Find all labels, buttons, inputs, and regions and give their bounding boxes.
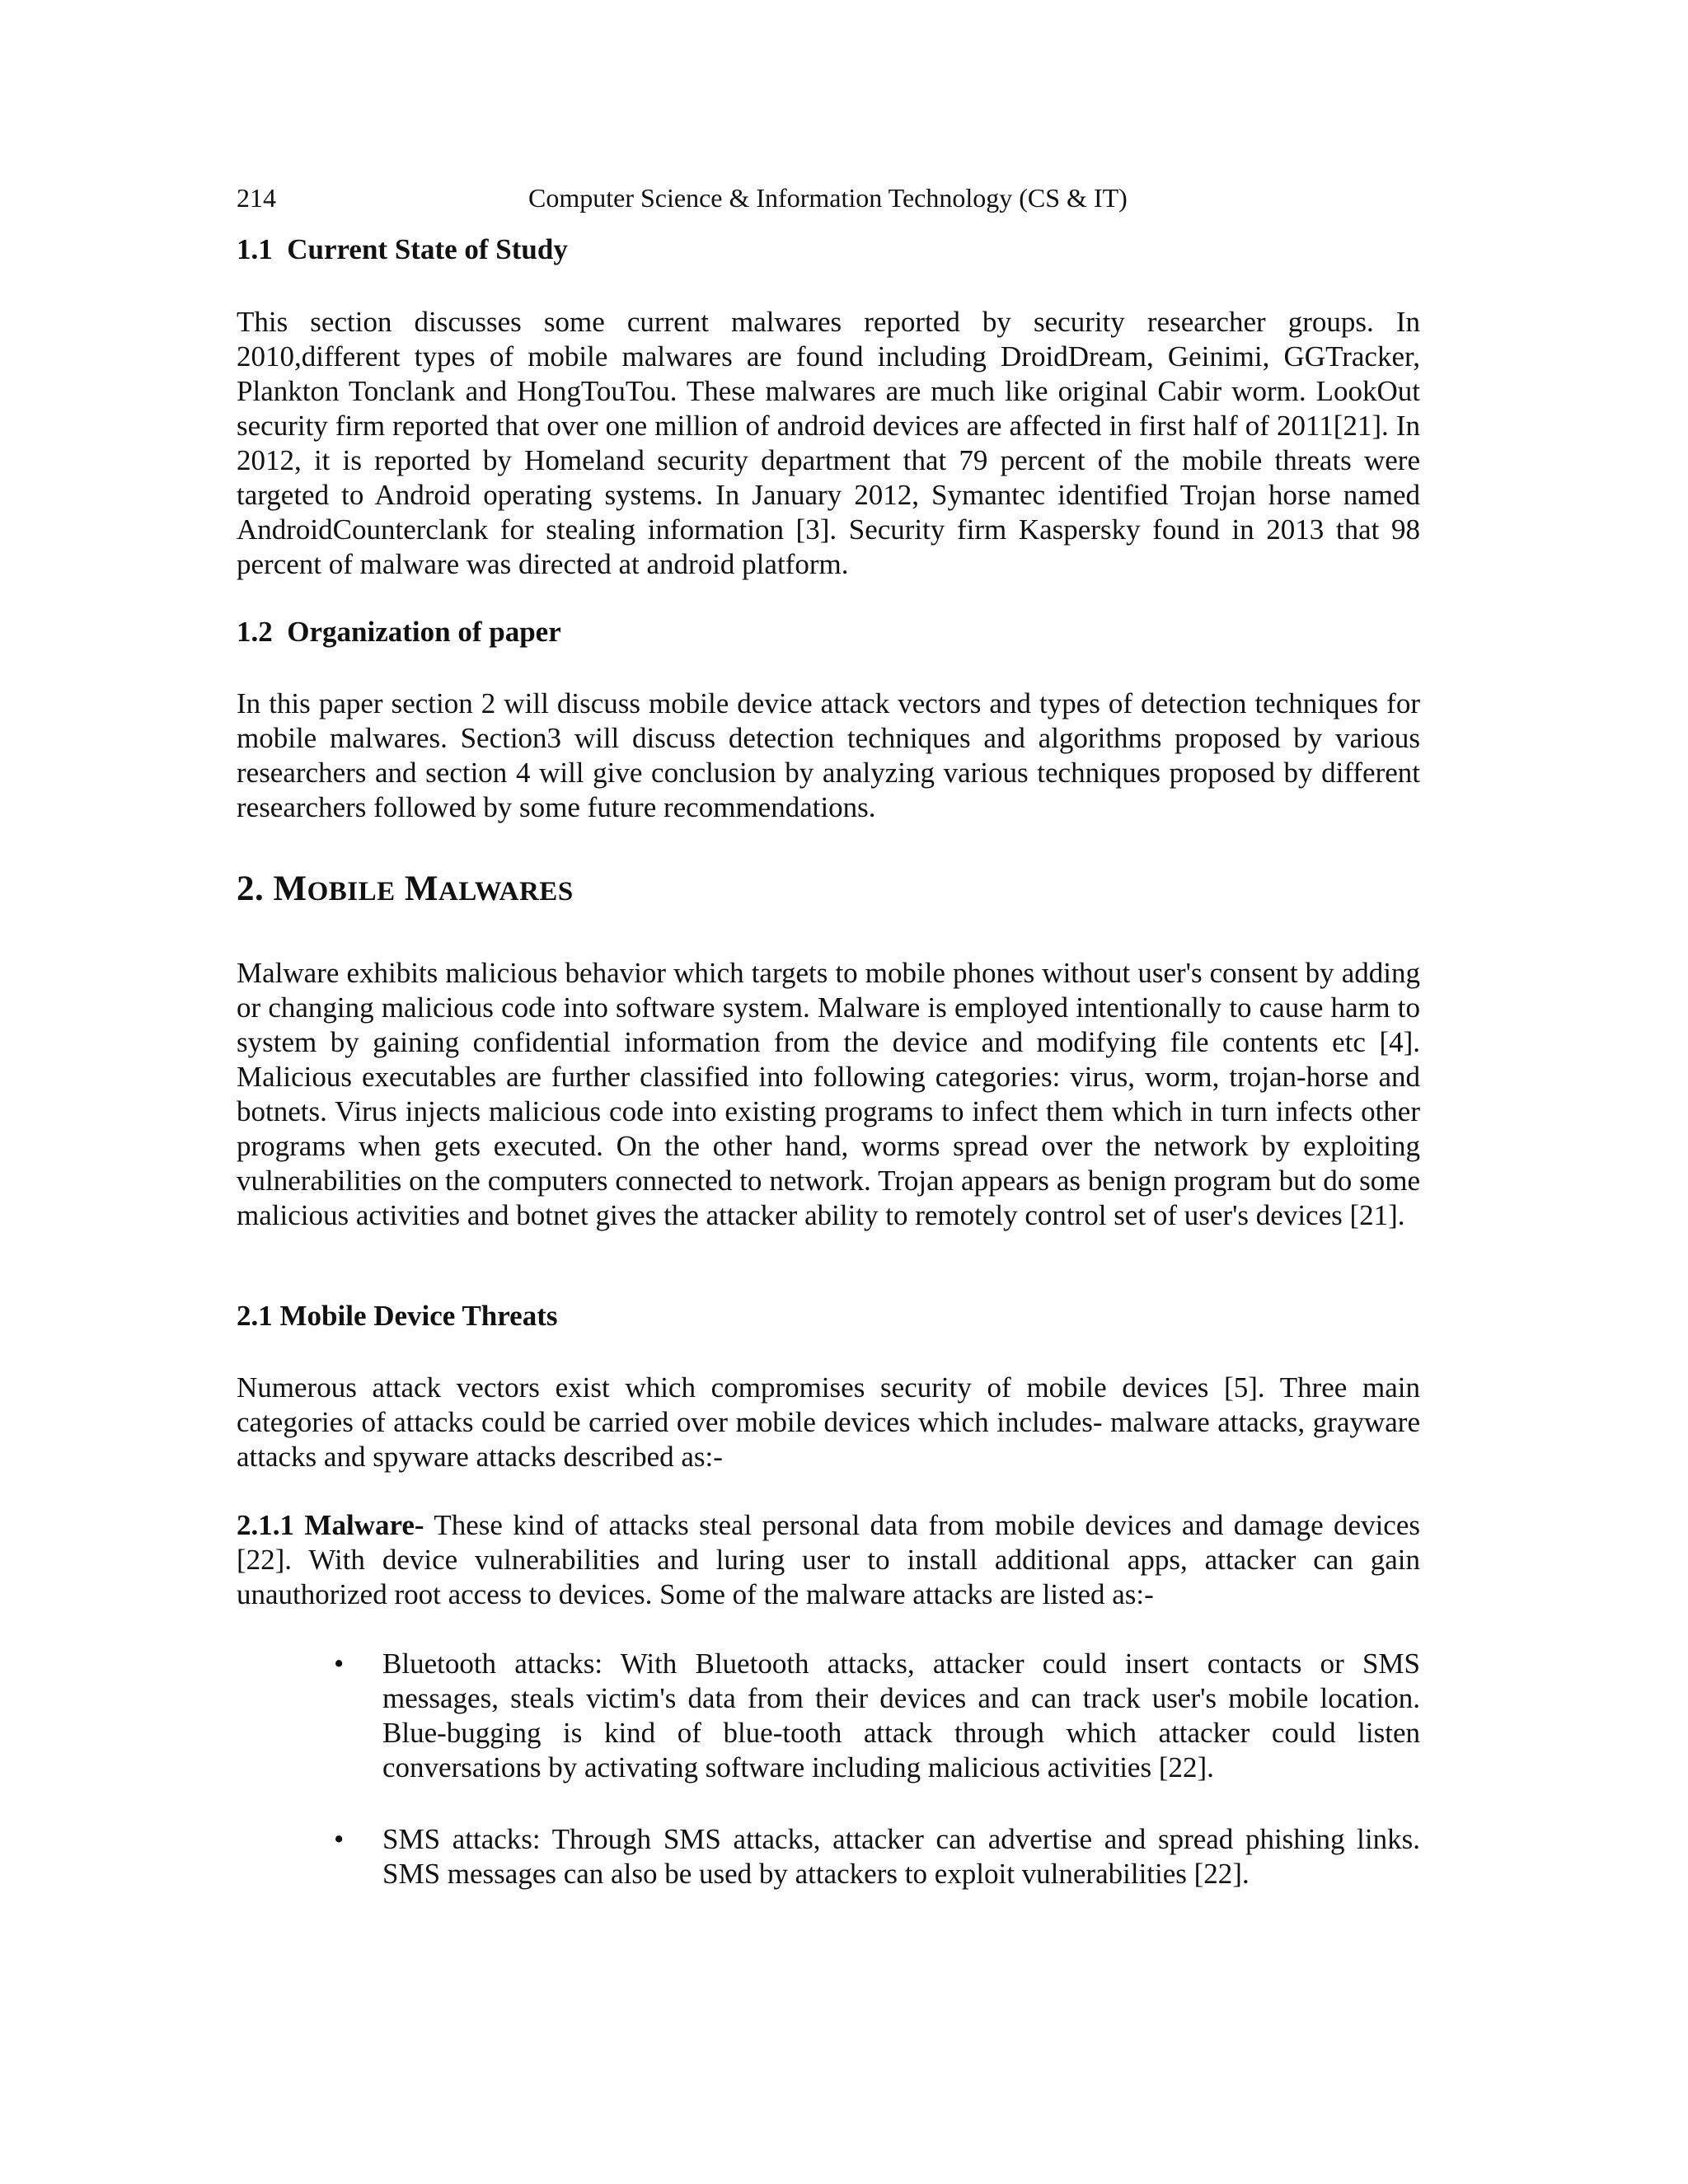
paragraph-organization [237,687,1420,825]
section-title: Organization of paper [287,616,561,648]
paragraph-mobile-malwares [237,956,1420,1233]
section-heading-1-2 [237,616,561,649]
section-number: 1.1 [237,233,273,265]
bullet-icon: • [334,1823,345,1855]
paragraph-text: In this paper section 2 will discuss mobile device attack vectors and types of detection techniques for mobile malwares. Section3 will discuss detection techniques and algorithms proposed by various researchers and section 4 will give conclusion by analyzing various techniques proposed by different researchers followed by some future recommendations. [237,687,1420,823]
section-heading-2-1: 2.1 Mobile Device Threats [237,1300,558,1332]
malware-lead: 2.1.1 Malware- [237,1509,424,1541]
journal-title: Computer Science & Information Technology (CS & IT) [528,183,1128,213]
section-title-alwares: ALWARES [438,877,574,907]
malware-text: These kind of attacks steal personal data from mobile devices and damage devices [22]. With device vulnerabilities and luring user to install additional apps, attacker can gain unauthorized root access to devices. Some of the malware attacks are listed as:- [237,1509,1420,1610]
section-number: 2. [237,869,265,908]
page-number: 214 [237,183,276,213]
paragraph-malware [237,1508,1420,1612]
section-heading-1-1 [237,233,568,266]
section-title: Current State of Study [287,233,568,265]
malware-attack-list [237,1647,1420,1929]
paragraph-device-threats [237,1371,1420,1474]
paragraph-text: Numerous attack vectors exist which compromises security of mobile devices [5]. Three main categories of attacks could be carried over mobile devices which includes- malware attacks, grayware attacks and spyware attacks described as:- [237,1371,1420,1473]
paragraph-text: Malware exhibits malicious behavior which targets to mobile phones without user's consent by adding or changing malicious code into software system. Malware is employed intentionally to cause harm to system by gaining confidential information from the device and modifying file contents etc [4]. Malicious executables are further classified into following categories: virus, worm, trojan-horse and botnets. Virus injects malicious code into existing programs to infect them which in turn infects other programs when gets executed. On the other hand, worms spread over the network by exploiting vulnerabilities on the computers connected to network. Trojan appears as benign program but do some malicious activities and botnet gives the attacker ability to remotely control set of user's devices [21]. [237,957,1420,1231]
bullet-icon: • [334,1647,345,1680]
paragraph-current-state [237,305,1420,582]
section-title-m: M [273,869,307,908]
list-item [237,1822,1420,1891]
list-item-text: Bluetooth attacks: With Bluetooth attacks, attacker could insert contacts or SMS messages, steals victim's data from their devices and can track user's mobile location. Blue-bugging is kind of blue-tooth attack through which attacker could listen conversations by activating software including malicious activities [22]. [382,1647,1420,1783]
section-number: 1.2 [237,616,273,648]
paragraph-text: This section discusses some current malwares reported by security researcher groups. In 2010,different types of mobile malwares are found including DroidDream, Geinimi, GGTracker, Plankton Tonclank and HongTouTou. These malwares are much like original Cabir worm. LookOut security firm reported that over one million of android devices are affected in first half of 2011[21]. In 2012, it is reported by Homeland security department that 79 percent of the mobile threats were targeted to Android operating systems. In January 2012, Symantec identified Trojan horse named AndroidCounterclank for stealing information [3]. Security firm Kaspersky found in 2013 that 98 percent of malware was directed at android platform. [237,306,1420,580]
paragraph-text [237,1508,1420,1612]
running-header [237,183,1420,224]
section-title-m2: M [404,869,438,908]
list-item-text: SMS attacks: Through SMS attacks, attacker can advertise and spread phishing links. SMS messages can also be used by attackers to exploit vulnerabilities [22]. [382,1823,1420,1890]
section-title-obile: OBILE [307,877,396,907]
list-item [237,1647,1420,1785]
section-heading-2 [237,869,574,909]
